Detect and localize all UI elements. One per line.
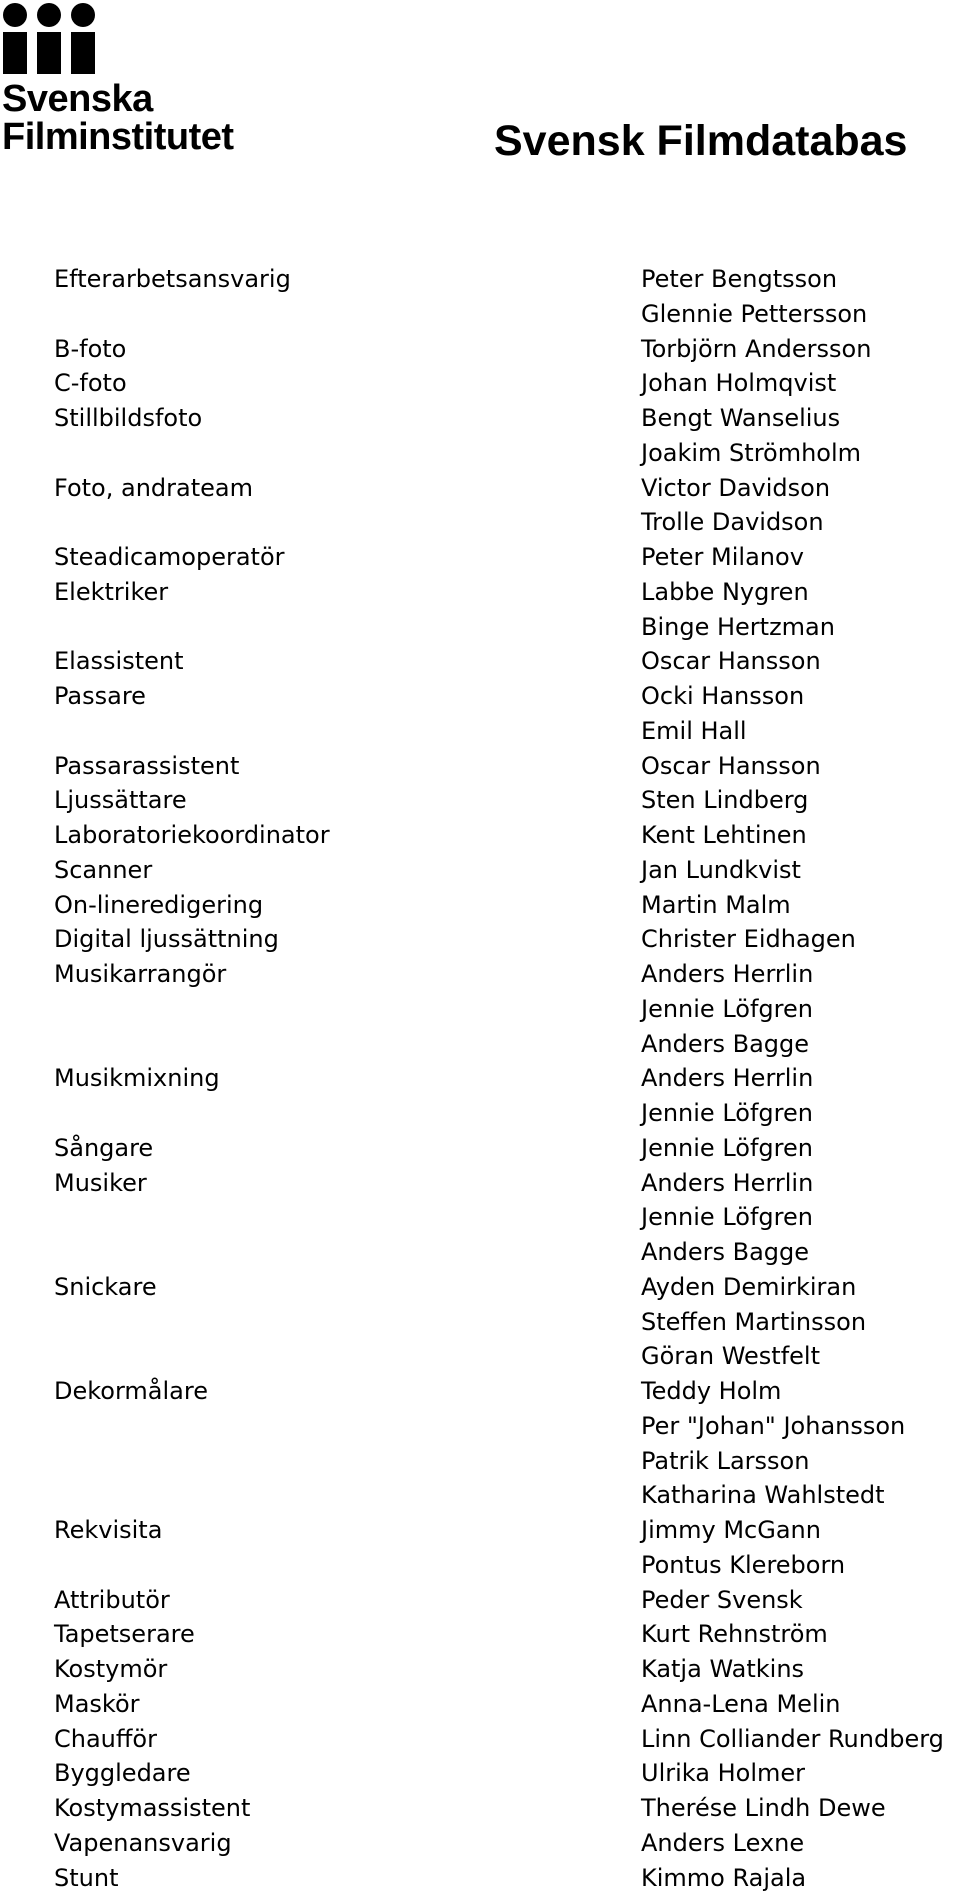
credit-person-name: Therése Lindh Dewe xyxy=(641,1794,886,1822)
credit-role: Snickare xyxy=(54,1272,157,1301)
credit-row xyxy=(0,1617,960,1652)
credit-person-name: Anders Lexne xyxy=(641,1828,805,1857)
credit-row xyxy=(0,644,960,679)
credit-row xyxy=(0,1444,960,1479)
credit-person-name: Ulrika Holmer xyxy=(641,1759,805,1788)
credit-row xyxy=(0,888,960,923)
credit-row xyxy=(0,1687,960,1722)
credit-person-name: Jennie Löfgren xyxy=(641,1133,813,1162)
credit-person-name: Jennie Löfgren xyxy=(641,1203,813,1232)
credit-row xyxy=(0,436,960,471)
credit-row xyxy=(0,1652,960,1687)
credit-row xyxy=(0,401,960,436)
credit-person-name: Patrik Larsson xyxy=(641,1446,810,1475)
credit-row xyxy=(0,853,960,888)
credit-row xyxy=(0,1305,960,1340)
credit-person-name: Binge Hertzman xyxy=(641,612,835,641)
credit-row xyxy=(0,1548,960,1583)
credit-row xyxy=(0,505,960,540)
credit-role: Byggledare xyxy=(54,1759,191,1788)
credit-person-name: Per "Johan" Johansson xyxy=(641,1411,906,1440)
credit-role: Kostymör xyxy=(54,1655,168,1683)
credit-person-name: Jimmy McGann xyxy=(641,1516,821,1544)
credit-role: Digital ljussättning xyxy=(54,925,279,954)
logo-wordmark xyxy=(2,80,234,156)
credit-role: On-lineredigering xyxy=(54,890,264,919)
logo-line-2: Filminstitutet xyxy=(2,116,234,158)
credit-row xyxy=(0,1027,960,1062)
credit-role: B-foto xyxy=(54,334,127,363)
credit-person-name: Anders Herrlin xyxy=(641,1064,814,1093)
credit-row xyxy=(0,1096,960,1131)
credit-row xyxy=(0,1166,960,1201)
credit-row xyxy=(0,1270,960,1305)
credit-person-name: Peter Milanov xyxy=(641,543,804,571)
credit-person-name: Christer Eidhagen xyxy=(641,925,856,954)
credit-row xyxy=(0,1374,960,1409)
credit-role: Elassistent xyxy=(54,647,184,676)
credit-row xyxy=(0,1861,960,1896)
credit-role: Dekormålare xyxy=(54,1377,208,1405)
credit-person-name: Emil Hall xyxy=(641,716,747,745)
credit-person-name: Katja Watkins xyxy=(641,1655,805,1683)
credit-person-name: Peder Svensk xyxy=(641,1585,803,1614)
credit-person-name: Johan Holmqvist xyxy=(641,369,837,398)
credit-person-name: Kurt Rehnström xyxy=(641,1620,828,1649)
credit-row xyxy=(0,471,960,506)
logo-line-1: Svenska xyxy=(2,78,153,120)
credit-role: Efterarbetsansvarig xyxy=(54,265,291,293)
credit-role: C-foto xyxy=(54,369,127,398)
credit-role: Passare xyxy=(54,682,146,710)
credit-role: Scanner xyxy=(54,855,153,884)
credits-list xyxy=(0,262,960,1895)
credit-role: Sångare xyxy=(54,1133,154,1162)
page-title: Svensk Filmdatabas xyxy=(494,117,908,165)
credit-row xyxy=(0,366,960,401)
credit-row xyxy=(0,540,960,575)
credit-person-name: Anders Herrlin xyxy=(641,960,814,988)
credit-row xyxy=(0,1583,960,1618)
credit-person-name: Anna-Lena Melin xyxy=(641,1689,841,1718)
credit-role: Passarassistent xyxy=(54,751,240,780)
credit-role: Musiker xyxy=(54,1168,147,1197)
credit-row xyxy=(0,1513,960,1548)
credit-row xyxy=(0,1131,960,1166)
credit-role: Steadicamoperatör xyxy=(54,543,285,571)
credit-person-name: Pontus Klereborn xyxy=(641,1550,846,1579)
credit-row xyxy=(0,262,960,297)
credit-row xyxy=(0,957,960,992)
credit-person-name: Glennie Pettersson xyxy=(641,299,868,328)
credit-row xyxy=(0,992,960,1027)
credit-person-name: Oscar Hansson xyxy=(641,647,821,676)
credit-role: Stillbildsfoto xyxy=(54,404,203,432)
credit-row xyxy=(0,783,960,818)
credit-person-name: Trolle Davidson xyxy=(641,508,824,537)
credit-row xyxy=(0,610,960,645)
credit-role: Laboratoriekoordinator xyxy=(54,821,330,849)
credit-person-name: Peter Bengtsson xyxy=(641,265,838,293)
credit-person-name: Sten Lindberg xyxy=(641,786,809,815)
credit-person-name: Joakim Strömholm xyxy=(641,438,862,467)
logo-dots-icon xyxy=(2,2,102,76)
credit-person-name: Teddy Holm xyxy=(641,1377,782,1405)
credit-row xyxy=(0,1235,960,1270)
credit-role: Kostymassistent xyxy=(54,1794,251,1822)
credit-row xyxy=(0,1409,960,1444)
credit-row xyxy=(0,1478,960,1513)
credit-row xyxy=(0,1200,960,1235)
credit-person-name: Martin Malm xyxy=(641,890,791,919)
credit-role: Musikmixning xyxy=(54,1064,220,1093)
credit-role: Ljussättare xyxy=(54,786,187,815)
credit-role: Foto, andrateam xyxy=(54,473,253,502)
svenska-filminstitutet-logo xyxy=(2,2,252,162)
credit-row xyxy=(0,818,960,853)
credit-person-name: Ocki Hansson xyxy=(641,682,805,710)
credit-role: Attributör xyxy=(54,1585,170,1614)
credit-person-name: Kent Lehtinen xyxy=(641,821,807,849)
credit-person-name: Bengt Wanselius xyxy=(641,404,841,432)
credit-row xyxy=(0,749,960,784)
credit-person-name: Labbe Nygren xyxy=(641,577,809,606)
credit-row xyxy=(0,1826,960,1861)
credit-person-name: Jan Lundkvist xyxy=(641,855,801,884)
credit-person-name: Oscar Hansson xyxy=(641,751,821,780)
credit-row xyxy=(0,575,960,610)
credit-role: Musikarrangör xyxy=(54,960,227,988)
credit-person-name: Anders Herrlin xyxy=(641,1168,814,1197)
credit-person-name: Anders Bagge xyxy=(641,1238,810,1266)
credit-person-name: Anders Bagge xyxy=(641,1029,810,1058)
credit-row xyxy=(0,297,960,332)
credit-row xyxy=(0,1791,960,1826)
credit-role: Rekvisita xyxy=(54,1516,163,1544)
credit-role: Tapetserare xyxy=(54,1620,195,1649)
credit-person-name: Jennie Löfgren xyxy=(641,994,813,1023)
credit-role: Stunt xyxy=(54,1863,119,1892)
credit-person-name: Göran Westfelt xyxy=(641,1342,820,1371)
credit-person-name: Katharina Wahlstedt xyxy=(641,1481,885,1510)
credit-row xyxy=(0,1756,960,1791)
credit-person-name: Ayden Demirkiran xyxy=(641,1272,857,1301)
credit-person-name: Jennie Löfgren xyxy=(641,1099,813,1127)
credit-row xyxy=(0,922,960,957)
credit-role: Chaufför xyxy=(54,1724,157,1753)
credit-person-name: Victor Davidson xyxy=(641,473,831,502)
credit-row xyxy=(0,1722,960,1757)
credit-role: Maskör xyxy=(54,1689,140,1718)
credit-person-name: Torbjörn Andersson xyxy=(641,334,872,363)
credit-role: Vapenansvarig xyxy=(54,1828,232,1857)
credit-role: Elektriker xyxy=(54,577,169,606)
credit-row xyxy=(0,1339,960,1374)
credit-person-name: Linn Colliander Rundberg xyxy=(641,1724,944,1753)
credit-row xyxy=(0,332,960,367)
credit-person-name: Steffen Martinsson xyxy=(641,1307,867,1336)
credit-row xyxy=(0,714,960,749)
credit-person-name: Kimmo Rajala xyxy=(641,1863,807,1892)
credit-row xyxy=(0,679,960,714)
credit-row xyxy=(0,1061,960,1096)
